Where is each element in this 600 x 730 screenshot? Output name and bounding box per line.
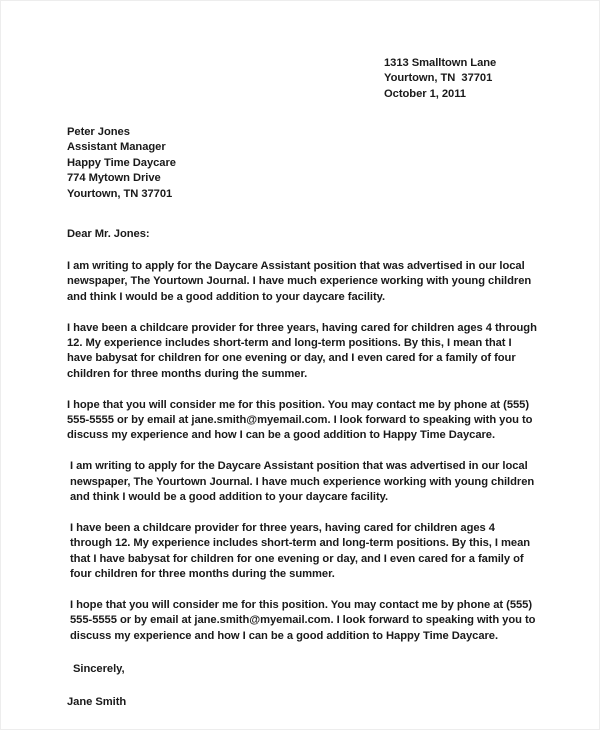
letter-date: October 1, 2011: [384, 87, 466, 100]
recipient-title: Assistant Manager: [67, 141, 166, 154]
letter-body: [67, 259, 539, 659]
recipient-street: 774 Mytown Drive: [67, 172, 161, 185]
body-paragraph-2: I have been a childcare provider for three years, having cared for children ages 4 through 12. My experience includes short-term and long-term positions. By this, I mean that I have babysat for children for one evening or day, and I even cared for a family of four children for three months during the summer.: [67, 321, 537, 380]
return-address-street: 1313 Smalltown Lane: [384, 57, 497, 69]
return-address-block: [384, 56, 496, 102]
body-paragraph-5: I have been a childcare provider for three years, having cared for children ages 4 through 12. My experience includes short-term and long-term positions. By this, I mean that I have babysat for children for one evening or day, and I even cared for a family of four children for three months during the summer.: [70, 521, 531, 581]
salutation: Dear Mr. Jones:: [67, 228, 150, 240]
closing-valediction: Sincerely,: [73, 663, 125, 675]
recipient-address-block: [67, 125, 176, 202]
recipient-company: Happy Time Daycare: [67, 156, 176, 169]
recipient-name: Peter Jones: [67, 126, 130, 138]
body-paragraph-3: I hope that you will consider me for this position. You may contact me by phone at (555) 555-5555 or by email at jane.smith@myemail.com. I look forward to speaking with you to discuss my experience and how I can be a good addition to Happy Time Daycare.: [67, 398, 533, 442]
return-address-city-state-zip: Yourtown, TN 37701: [384, 72, 493, 85]
signature-name: Jane Smith: [67, 696, 127, 708]
recipient-city-state-zip: Yourtown, TN 37701: [67, 187, 173, 200]
body-paragraph-6: I hope that you will consider me for this position. You may contact me by phone at (555) 555-5555 or by email at jane.smith@myemail.com. I look forward to speaking with you to discuss my experience and how I can be a good addition to Happy Time Daycare.: [70, 598, 536, 642]
cover-letter-document: [1, 1, 599, 729]
body-paragraph-4: I am writing to apply for the Daycare Assistant position that was advertised in our local newspaper, The Yourtown Journal. I have much experience working with young children and think I would be a good addition to your daycare facility.: [70, 460, 535, 504]
body-paragraph-1: I am writing to apply for the Daycare Assistant position that was advertised in our local newspaper, The Yourtown Journal. I have much experience working with young children and think I would be a good addition to your daycare facility.: [67, 260, 532, 303]
